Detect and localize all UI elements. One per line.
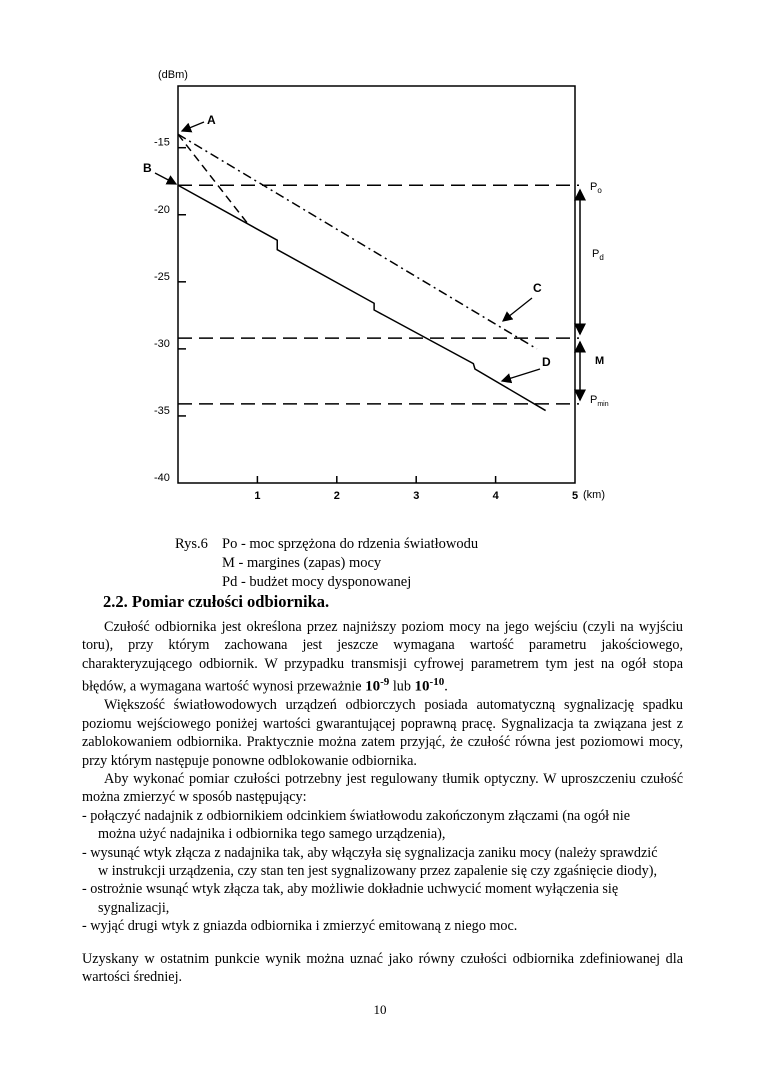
label-pmin: $P_{min}$	[590, 394, 609, 408]
caption-line: M - margines (zapas) mocy	[222, 555, 382, 571]
label-d: D	[542, 355, 551, 369]
paragraph: Większość światłowodowych urządzeń odbiorczych posiada automatyczną sygnalizację spadku poziomu wejściowego poniżej wartości gwarantującej poprawną pracę. Sygnalizacja ta związana jest z zablokowaniem odbiornika. Praktycznie można zatem przyjąć, że czułość równa jest poziomowi mocy, przy którym następuje ponowne odblokowanie odbiornika.	[82, 697, 683, 769]
caption-line: Pd - budżet mocy dysponowanej	[222, 574, 412, 590]
series-d	[178, 185, 546, 410]
label-po: $P_o$	[590, 181, 602, 195]
x-tick-label: 1	[254, 490, 261, 502]
label-m: M	[595, 355, 605, 367]
power-budget-chart	[0, 0, 760, 520]
plot-frame	[178, 86, 575, 483]
y-tick-label: -15	[154, 136, 170, 149]
paragraph: Aby wykonać pomiar czułości potrzebny jest regulowany tłumik optyczny. W uproszczeniu czułość można zmierzyć w sposób następujący:	[82, 770, 683, 806]
y-tick-label: -40	[154, 472, 170, 484]
y-tick-label: -35	[154, 404, 170, 417]
list-item: - wyjąć drugi wtyk z gniazda odbiornika i zmierzyć emitowaną z niego moc.	[82, 918, 518, 935]
list-item: - ostrożnie wsunąć wtyk złącza tak, aby możliwie dokładnie uchwycić moment wyłączenia się sygnalizacji,	[82, 881, 619, 916]
caption-label: Rys.6	[175, 536, 208, 552]
caption-line: Po - moc sprzężona do rdzenia światłowodu	[222, 536, 479, 552]
x-tick-label: 2	[333, 490, 340, 502]
y-tick-label: -20	[154, 203, 170, 216]
arrow-d	[502, 369, 540, 381]
arrow-a	[182, 122, 204, 131]
series-a-dashed	[178, 134, 247, 223]
y-tick-label: -30	[154, 337, 170, 350]
label-a: A	[207, 113, 216, 127]
section-heading: 2.2. Pomiar czułości odbiornika.	[103, 592, 330, 611]
y-tick-label: -25	[154, 270, 170, 283]
series-c	[178, 134, 537, 349]
label-c: C	[533, 281, 542, 295]
arrow-c	[503, 298, 532, 321]
list-item: - połączyć nadajnik z odbiornikiem odcinkiem światłowodu zakończonym złączami (na ogół nie można użyć nadajnika i odbiornika tego samego urządzenia),	[82, 807, 631, 843]
x-tick-label: 3	[413, 490, 420, 502]
paragraph: Czułość odbiornika jest określona przez najniższy poziom mocy na jego wejściu (czyli na wyjściu toru), przy którym zachowana jest jeszcze wymagana wartość parametru jakościowego, charakteryzującego odbiornik. W przypadku transmisji cyfrowej parametrem tym jest na ogół stopa błędów, a wymagana wartość wynosi przeważnie $10^{-9}$ lub $10^{-10}$.	[82, 619, 683, 695]
list-item: - wysunąć wtyk złącza z nadajnika tak, aby włączyła się sygnalizacja zaniku mocy (należy sprawdzić w instrukcji urządzenia, czy stan ten jest sygnalizowany przez zapalenie się czy zgaśnięcie diody),	[82, 844, 658, 880]
figure-caption	[175, 535, 478, 592]
body-text	[82, 618, 683, 986]
label-b: B	[143, 161, 152, 175]
y-axis-label: (dBm)	[158, 69, 188, 81]
paragraph: Uzyskany w ostatnim punkcie wynik można uznać jako równy czułości odbiornika zdefiniowanej dla wartości średniej.	[82, 950, 683, 986]
x-axis-label: (km)	[583, 489, 605, 501]
procedure-list	[82, 807, 683, 936]
x-tick-label: 5	[572, 490, 579, 502]
page-number: 10	[373, 1002, 387, 1017]
x-tick-label: 4	[492, 490, 499, 502]
arrow-b	[155, 173, 176, 184]
label-pd: $P_d$	[592, 248, 604, 262]
